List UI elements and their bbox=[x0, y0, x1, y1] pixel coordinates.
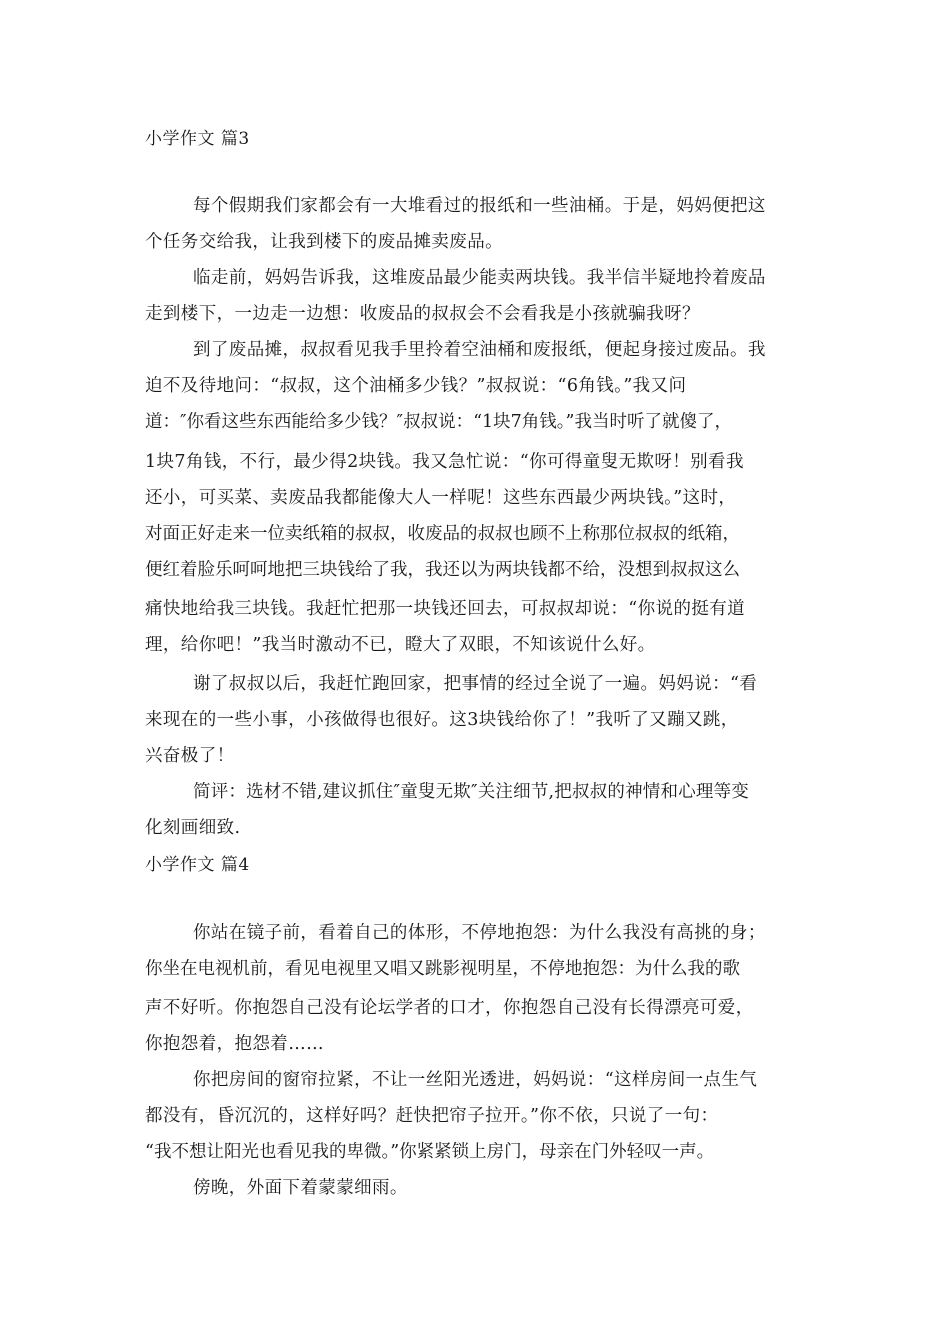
essay4-title: 小学作文 篇4 bbox=[145, 855, 250, 875]
essay3-line: 走到楼下，一边走一边想：收废品的叔叔会不会看我是小孩就骗我呀？ bbox=[145, 304, 700, 324]
essay3-line: 对面正好走来一位卖纸箱的叔叔，收废品的叔叔也顾不上称那位叔叔的纸箱， bbox=[145, 524, 740, 544]
essay3-line: 痛快地给我三块钱。我赶忙把那一块钱还回去，可叔叔却说：“你说的挺有道 bbox=[145, 599, 746, 619]
essay3-line: 到了废品摊，叔叔看见我手里拎着空油桶和废报纸，便起身接过废品。我 bbox=[193, 340, 766, 360]
essay3-line: 简评：选材不错,建议抓住″童叟无欺″关注细节,把叔叔的神情和心理等变 bbox=[193, 782, 749, 802]
essay3-line: 谢了叔叔以后，我赶忙跑回家，把事情的经过全说了一遍。妈妈说：“看 bbox=[193, 674, 758, 694]
essay3-line: 个任务交给我，让我到楼下的废品摊卖废品。 bbox=[145, 232, 503, 252]
essay4-line: 傍晚，外面下着蒙蒙细雨。 bbox=[193, 1178, 408, 1198]
essay3-title: 小学作文 篇3 bbox=[145, 129, 250, 149]
essay4-line: 你坐在电视机前，看见电视里又唱又跳影视明星，不停地抱怨：为什么我的歌 bbox=[145, 959, 740, 979]
essay4-line: 你抱怨着，抱怨着…… bbox=[145, 1034, 324, 1054]
essay4-line: 声不好听。你抱怨自己没有论坛学者的口才，你抱怨自己没有长得漂亮可爱， bbox=[145, 998, 754, 1018]
essay4-line: “我不想让阳光也看见我的卑微。”你紧紧锁上房门，母亲在门外轻叹一声。 bbox=[145, 1142, 715, 1162]
essay3-line: 兴奋极了！ bbox=[145, 746, 235, 766]
essay3-line: 临走前，妈妈告诉我，这堆废品最少能卖两块钱。我半信半疑地拎着废品 bbox=[193, 268, 766, 288]
essay3-line: 迫不及待地问：“叔叔，这个油桶多少钱？”叔叔说：“6角钱。”我又问 bbox=[145, 376, 687, 396]
essay3-line: 1块7角钱，不行，最少得2块钱。我又急忙说：“你可得童叟无欺呀！别看我 bbox=[145, 452, 744, 472]
essay3-line: 每个假期我们家都会有一大堆看过的报纸和一些油桶。于是，妈妈便把这 bbox=[193, 196, 766, 216]
essay3-line: 便红着脸乐呵呵地把三块钱给了我，我还以为两块钱都不给，没想到叔叔这么 bbox=[145, 560, 740, 580]
essay4-line: 你站在镜子前，看着自己的体形，不停地抱怨：为什么我没有高挑的身； bbox=[193, 923, 766, 943]
essay3-line: 来现在的一些小事，小孩做得也很好。这3块钱给你了！”我听了又蹦又跳， bbox=[145, 710, 739, 730]
essay3-line: 理，给你吧！”我当时激动不已，瞪大了双眼，不知该说什么好。 bbox=[145, 635, 656, 655]
essay3-line: 道：″你看这些东西能给多少钱？″叔叔说：“1块7角钱。”我当时听了就傻了， bbox=[145, 412, 732, 432]
essay4-line: 你把房间的窗帘拉紧，不让一丝阳光透进，妈妈说：“这样房间一点生气 bbox=[193, 1070, 758, 1090]
essay3-line: 还小，可买菜、卖废品我都能像大人一样呢！这些东西最少两块钱。”这时， bbox=[145, 488, 737, 508]
essay3-line: 化刻画细致. bbox=[145, 818, 241, 838]
essay4-line: 都没有，昏沉沉的，这样好吗？赶快把帘子拉开。”你不依，只说了一句： bbox=[145, 1106, 719, 1126]
